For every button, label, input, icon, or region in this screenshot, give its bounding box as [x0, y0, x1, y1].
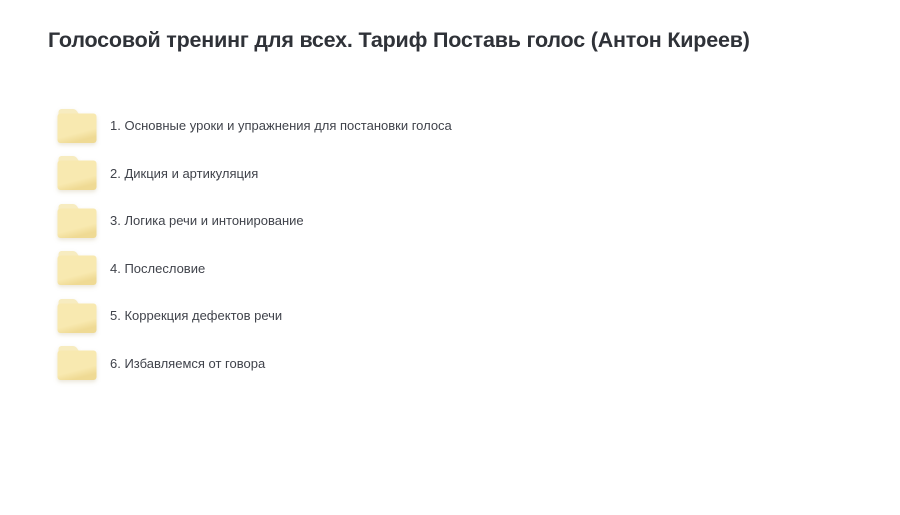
page [0, 27, 900, 515]
page-title: Голосовой тренинг для всех. Тариф Поставь голос (Антон Киреев) [48, 28, 750, 52]
folder-icon [55, 154, 99, 192]
folder-row[interactable] [55, 154, 258, 192]
folder-label: 2. Дикция и артикуляция [110, 165, 259, 181]
folder-label: 5. Коррекция дефектов речи [110, 308, 283, 324]
folder-list [0, 107, 900, 383]
folder-icon [55, 297, 99, 335]
folder-label: 6. Избавляемся от говора [110, 355, 266, 371]
folder-icon [55, 249, 99, 287]
folder-row[interactable] [55, 107, 452, 145]
folder-row[interactable] [55, 202, 304, 240]
folder-icon [55, 344, 99, 382]
folder-label: 4. Послесловие [110, 260, 206, 276]
folder-label: 3. Логика речи и интонирование [110, 213, 304, 229]
folder-row[interactable] [55, 297, 282, 335]
folder-icon [55, 107, 99, 145]
folder-row[interactable] [55, 344, 265, 382]
folder-label: 1. Основные уроки и упражнения для постановки голоса [110, 118, 452, 134]
folder-icon [55, 202, 99, 240]
folder-row[interactable] [55, 249, 205, 287]
